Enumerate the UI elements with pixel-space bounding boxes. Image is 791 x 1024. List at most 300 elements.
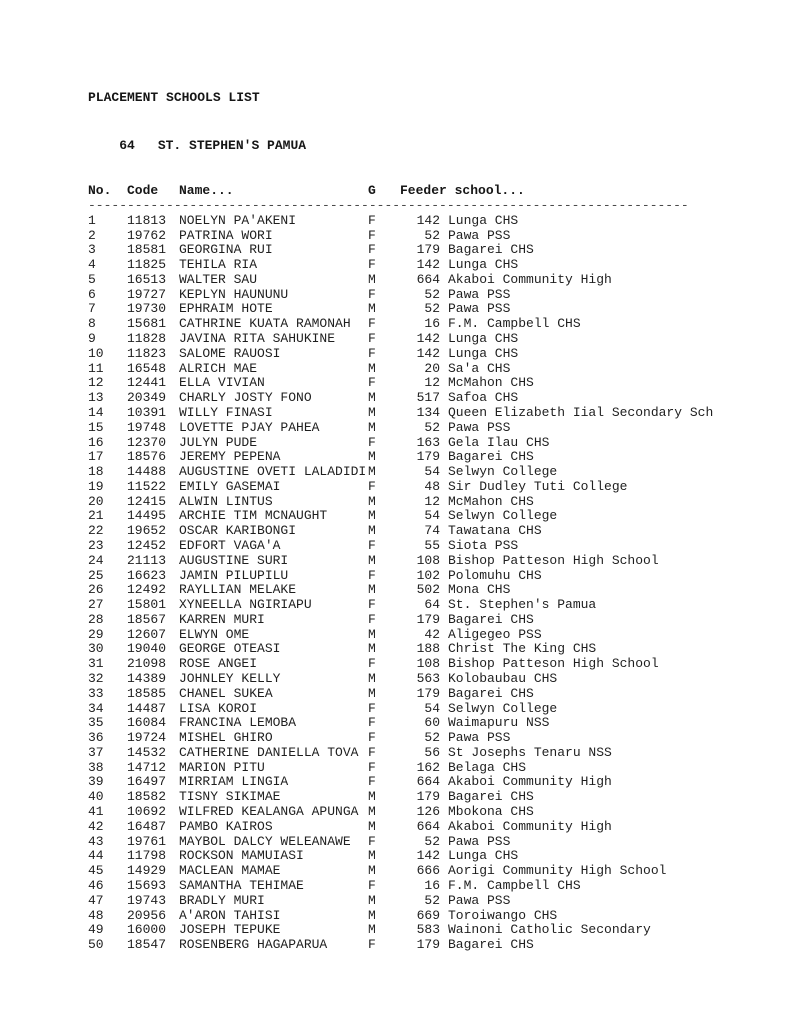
student-code: 12370	[127, 434, 167, 450]
feeder-school-code: 12	[424, 375, 440, 391]
feeder-school-name: Belaga CHS	[448, 759, 527, 775]
student-name: PAMBO KAIROS	[179, 818, 273, 834]
student-no: 35	[88, 715, 104, 731]
feeder-school-name: Sa'a CHS	[448, 360, 511, 376]
student-no: 25	[88, 567, 104, 583]
feeder-school-code: 16	[424, 877, 440, 893]
feeder-school-code: 583	[416, 922, 440, 938]
student-name: BRADLY MURI	[179, 892, 265, 908]
student-code: 11825	[127, 257, 167, 273]
student-no: 18	[88, 464, 104, 480]
student-gender: M	[368, 493, 376, 509]
student-name: EDFORT VAGA'A	[179, 537, 281, 553]
feeder-school-code: 563	[416, 671, 440, 686]
student-gender: F	[368, 715, 376, 731]
student-gender: M	[368, 301, 376, 317]
student-name: GEORGINA RUI	[179, 242, 273, 258]
feeder-school-name: Bagarei CHS	[448, 449, 534, 465]
feeder-school-code: 162	[416, 759, 440, 775]
student-code: 11798	[127, 848, 167, 864]
feeder-school-code: 134	[416, 404, 440, 420]
student-name: LISA KOROI	[179, 700, 258, 716]
feeder-school-name: Pawa PSS	[448, 227, 511, 243]
feeder-school-code: 12	[424, 493, 440, 509]
feeder-school-code: 664	[416, 271, 440, 287]
student-no: 49	[88, 922, 104, 938]
student-gender: F	[368, 744, 376, 760]
student-no: 48	[88, 907, 104, 923]
student-gender: M	[368, 892, 376, 908]
student-code: 19762	[127, 227, 167, 243]
student-name: MIRRIAM LINGIA	[179, 774, 289, 790]
table-row	[88, 509, 781, 524]
student-gender: F	[368, 759, 376, 775]
student-code: 11813	[127, 212, 167, 228]
feeder-school-name: Pawa PSS	[448, 833, 511, 849]
student-no: 39	[88, 774, 104, 790]
feeder-school-code: 56	[424, 744, 440, 760]
column-header-code: Code	[127, 183, 159, 199]
student-code: 16487	[127, 818, 167, 834]
feeder-school-name: Gela Ilau CHS	[448, 434, 550, 450]
feeder-school-code: 55	[424, 537, 440, 553]
feeder-school-name: St Josephs Tenaru NSS	[448, 744, 612, 760]
student-code: 15681	[127, 316, 167, 332]
feeder-school-name: Bagarei CHS	[448, 937, 534, 953]
feeder-school-code: 52	[424, 227, 440, 243]
feeder-school-code: 102	[416, 567, 440, 583]
feeder-school-code: 52	[424, 833, 440, 849]
student-code: 18547	[127, 937, 167, 953]
student-name: JAVINA RITA SAHUKINE	[179, 331, 336, 347]
feeder-school-name: St. Stephen's Pamua	[448, 597, 597, 613]
feeder-school-code: 54	[424, 464, 440, 480]
feeder-school-code: 179	[416, 242, 440, 258]
feeder-school-name: F.M. Campbell CHS	[448, 316, 581, 332]
student-no: 19	[88, 478, 104, 494]
feeder-school-name: Pawa PSS	[448, 301, 511, 317]
feeder-school-name: McMahon CHS	[448, 375, 534, 391]
student-gender: F	[368, 227, 376, 243]
student-gender: F	[368, 316, 376, 332]
feeder-school-code: 142	[416, 848, 440, 864]
feeder-school-name: Bagarei CHS	[448, 611, 534, 627]
student-no: 38	[88, 759, 104, 775]
student-name: EMILY GASEMAI	[179, 478, 281, 494]
feeder-school-name: Pawa PSS	[448, 419, 511, 435]
feeder-school-name: Pawa PSS	[448, 892, 511, 908]
student-code: 12441	[127, 375, 167, 391]
student-gender: M	[368, 641, 376, 657]
student-name: KARREN MURI	[179, 611, 265, 627]
student-code: 16000	[127, 922, 167, 938]
student-gender: F	[368, 257, 376, 273]
student-no: 11	[88, 360, 104, 376]
student-code: 12415	[127, 493, 167, 509]
feeder-school-name: Selwyn College	[448, 464, 558, 480]
table-row	[88, 864, 781, 879]
table-row	[88, 790, 781, 805]
student-gender: M	[368, 582, 376, 598]
student-code: 21113	[127, 552, 167, 568]
student-code: 16623	[127, 567, 167, 583]
table-row	[88, 849, 781, 864]
student-no: 50	[88, 937, 104, 953]
feeder-school-name: Siota PSS	[448, 537, 519, 553]
feeder-school-name: Safoa CHS	[448, 390, 519, 406]
feeder-school-code: 108	[416, 656, 440, 672]
student-name: PATRINA WORI	[179, 227, 273, 243]
feeder-school-code: 669	[416, 907, 440, 923]
feeder-school-name: Akaboi Community High	[448, 774, 612, 790]
student-no: 29	[88, 626, 104, 642]
feeder-school-name: Mbokona CHS	[448, 804, 534, 820]
table-row	[88, 436, 781, 451]
student-code: 19761	[127, 833, 167, 849]
student-code: 11522	[127, 478, 167, 494]
student-no: 27	[88, 597, 104, 613]
student-no: 37	[88, 744, 104, 760]
school-number: 64	[119, 137, 135, 153]
student-name: ELWYN OME	[179, 626, 250, 642]
table-row	[88, 332, 781, 347]
feeder-school-code: 108	[416, 552, 440, 568]
student-code: 14488	[127, 464, 167, 480]
table-row	[88, 391, 781, 406]
student-name: ALRICH MAE	[179, 360, 258, 376]
school-heading	[88, 124, 781, 168]
student-gender: M	[368, 863, 376, 879]
student-code: 14495	[127, 508, 167, 524]
student-name: CHANEL SUKEA	[179, 685, 273, 701]
student-code: 14712	[127, 759, 167, 775]
student-gender: M	[368, 523, 376, 539]
feeder-school-name: Lunga CHS	[448, 212, 519, 228]
student-code: 19743	[127, 892, 167, 908]
student-no: 33	[88, 685, 104, 701]
feeder-school-code: 179	[416, 937, 440, 953]
student-name: CHARLY JOSTY FONO	[179, 390, 312, 406]
student-code: 19730	[127, 301, 167, 317]
feeder-school-code: 666	[416, 863, 440, 879]
feeder-school-name: Mona CHS	[448, 582, 511, 598]
student-no: 41	[88, 804, 104, 820]
student-name: CATHRINE KUATA RAMONAH	[179, 316, 351, 332]
student-name: GEORGE OTEASI	[179, 641, 281, 657]
feeder-school-code: 54	[424, 508, 440, 524]
feeder-school-code: 16	[424, 316, 440, 332]
student-no: 3	[88, 242, 96, 258]
student-name: MAYBOL DALCY WELEANAWE	[179, 833, 351, 849]
student-gender: F	[368, 331, 376, 347]
student-name: MACLEAN MAMAE	[179, 863, 281, 879]
student-no: 12	[88, 375, 104, 391]
student-gender: F	[368, 537, 376, 553]
student-name: MARION PITU	[179, 759, 265, 775]
student-gender: F	[368, 212, 376, 228]
feeder-school-code: 42	[424, 626, 440, 642]
student-name: OSCAR KARIBONGI	[179, 523, 297, 539]
feeder-school-name: Bishop Patteson High School	[448, 552, 659, 568]
student-code: 11828	[127, 331, 167, 347]
table-row	[88, 628, 781, 643]
table-row	[88, 362, 781, 377]
feeder-school-code: 54	[424, 700, 440, 716]
table-row	[88, 894, 781, 909]
student-name: JOSEPH TEPUKE	[179, 922, 281, 938]
student-name: EPHRAIM HOTE	[179, 301, 273, 317]
table-row	[88, 687, 781, 702]
student-no: 46	[88, 877, 104, 893]
student-no: 16	[88, 434, 104, 450]
table-row	[88, 554, 781, 569]
student-name: WILFRED KEALANGA APUNGA	[179, 804, 359, 820]
table-row	[88, 273, 781, 288]
student-name: SAMANTHA TEHIMAE	[179, 877, 304, 893]
table-row	[88, 761, 781, 776]
table-row	[88, 909, 781, 924]
student-no: 14	[88, 404, 104, 420]
student-gender: M	[368, 508, 376, 524]
feeder-school-code: 179	[416, 789, 440, 805]
student-name: WALTER SAU	[179, 271, 258, 287]
student-gender: M	[368, 804, 376, 820]
student-gender: F	[368, 567, 376, 583]
feeder-school-name: Bagarei CHS	[448, 789, 534, 805]
student-name: JOHNLEY KELLY	[179, 671, 281, 686]
feeder-school-code: 52	[424, 892, 440, 908]
feeder-school-code: 48	[424, 478, 440, 494]
table-row	[88, 288, 781, 303]
student-gender: M	[368, 626, 376, 642]
table-row	[88, 702, 781, 717]
student-code: 16513	[127, 271, 167, 287]
student-name: ELLA VIVIAN	[179, 375, 265, 391]
student-code: 15801	[127, 597, 167, 613]
student-code: 18567	[127, 611, 167, 627]
student-code: 19040	[127, 641, 167, 657]
student-code: 18581	[127, 242, 167, 258]
feeder-school-code: 52	[424, 286, 440, 302]
student-no: 17	[88, 449, 104, 465]
student-no: 5	[88, 271, 96, 287]
student-name: XYNEELLA NGIRIAPU	[179, 597, 312, 613]
student-code: 19724	[127, 730, 167, 746]
student-name: A'ARON TAHISI	[179, 907, 281, 923]
student-gender: F	[368, 434, 376, 450]
feeder-school-code: 664	[416, 774, 440, 790]
feeder-school-code: 64	[424, 597, 440, 613]
student-no: 31	[88, 656, 104, 672]
student-gender: M	[368, 685, 376, 701]
student-name: ROSENBERG HAGAPARUA	[179, 937, 328, 953]
table-row	[88, 642, 781, 657]
student-no: 10	[88, 345, 104, 361]
feeder-school-name: Selwyn College	[448, 700, 558, 716]
student-no: 36	[88, 730, 104, 746]
student-gender: M	[368, 671, 376, 686]
feeder-school-name: Sir Dudley Tuti College	[448, 478, 628, 494]
student-code: 12452	[127, 537, 167, 553]
student-no: 22	[88, 523, 104, 539]
feeder-school-code: 52	[424, 301, 440, 317]
student-gender: M	[368, 848, 376, 864]
student-name: JEREMY PEPENA	[179, 449, 281, 465]
table-row	[88, 243, 781, 258]
student-name: TEHILA RIA	[179, 257, 258, 273]
feeder-school-name: Lunga CHS	[448, 331, 519, 347]
header-separator-line: -----------------------------------------------------------------------------	[88, 198, 689, 213]
feeder-school-code: 142	[416, 257, 440, 273]
student-code: 19748	[127, 419, 167, 435]
student-no: 20	[88, 493, 104, 509]
table-row	[88, 923, 781, 938]
student-no: 47	[88, 892, 104, 908]
student-no: 15	[88, 419, 104, 435]
feeder-school-name: Polomuhu CHS	[448, 567, 542, 583]
student-name: MISHEL GHIRO	[179, 730, 273, 746]
student-no: 34	[88, 700, 104, 716]
feeder-school-name: Aligegeo PSS	[448, 626, 542, 642]
student-name: ROCKSON MAMUIASI	[179, 848, 304, 864]
student-no: 13	[88, 390, 104, 406]
student-name: ROSE ANGEI	[179, 656, 258, 672]
feeder-school-code: 179	[416, 611, 440, 627]
feeder-school-name: Waimapuru NSS	[448, 715, 550, 731]
student-gender: M	[368, 271, 376, 287]
student-code: 14929	[127, 863, 167, 879]
student-no: 26	[88, 582, 104, 598]
student-gender: F	[368, 937, 376, 953]
student-code: 14532	[127, 744, 167, 760]
feeder-school-name: Akaboi Community High	[448, 271, 612, 287]
student-code: 11823	[127, 345, 167, 361]
feeder-school-name: McMahon CHS	[448, 493, 534, 509]
feeder-school-code: 179	[416, 685, 440, 701]
student-name: ALWIN LINTUS	[179, 493, 273, 509]
table-row	[88, 775, 781, 790]
feeder-school-name: F.M. Campbell CHS	[448, 877, 581, 893]
table-row	[88, 258, 781, 273]
feeder-school-code: 517	[416, 390, 440, 406]
student-gender: F	[368, 345, 376, 361]
feeder-school-name: Bagarei CHS	[448, 242, 534, 258]
table-row	[88, 746, 781, 761]
placement-table-body	[88, 214, 781, 953]
student-name: KEPLYN HAUNUNU	[179, 286, 289, 302]
student-no: 40	[88, 789, 104, 805]
feeder-school-name: Aorigi Community High School	[448, 863, 667, 879]
table-header-row	[88, 184, 781, 199]
student-gender: F	[368, 375, 376, 391]
feeder-school-code: 179	[416, 449, 440, 465]
student-no: 30	[88, 641, 104, 657]
student-gender: M	[368, 449, 376, 465]
student-code: 15693	[127, 877, 167, 893]
table-row	[88, 569, 781, 584]
student-name: CATHERINE DANIELLA TOVA	[179, 744, 359, 760]
table-row	[88, 376, 781, 391]
table-row	[88, 450, 781, 465]
table-row	[88, 716, 781, 731]
student-gender: M	[368, 419, 376, 435]
school-name: ST. STEPHEN'S PAMUA	[157, 137, 307, 153]
student-gender: M	[368, 390, 376, 406]
student-gender: F	[368, 242, 376, 258]
student-gender: F	[368, 833, 376, 849]
table-row	[88, 938, 781, 953]
table-row	[88, 347, 781, 362]
student-name: WILLY FINASI	[179, 404, 273, 420]
column-header-gender: G	[368, 183, 376, 199]
table-row	[88, 731, 781, 746]
student-gender: M	[368, 464, 376, 480]
table-row	[88, 613, 781, 628]
student-no: 21	[88, 508, 104, 524]
student-no: 7	[88, 301, 96, 317]
student-no: 44	[88, 848, 104, 864]
table-row	[88, 672, 781, 687]
student-code: 10692	[127, 804, 167, 820]
feeder-school-code: 20	[424, 360, 440, 376]
student-name: TISNY SIKIMAE	[179, 789, 281, 805]
column-header-feeder-school: Feeder school...	[400, 183, 525, 199]
student-code: 18576	[127, 449, 167, 465]
table-row	[88, 302, 781, 317]
student-name: JAMIN PILUPILU	[179, 567, 289, 583]
student-gender: F	[368, 597, 376, 613]
feeder-school-name: Lunga CHS	[448, 848, 519, 864]
table-row	[88, 524, 781, 539]
table-row	[88, 820, 781, 835]
table-row	[88, 835, 781, 850]
column-header-no: No.	[88, 183, 112, 199]
student-gender: F	[368, 478, 376, 494]
student-gender: F	[368, 730, 376, 746]
student-name: AUGUSTINE SURI	[179, 552, 289, 568]
feeder-school-name: Lunga CHS	[448, 257, 519, 273]
table-row	[88, 421, 781, 436]
student-name: FRANCINA LEMOBA	[179, 715, 297, 731]
table-row	[88, 879, 781, 894]
feeder-school-code: 502	[416, 582, 440, 598]
student-code: 12607	[127, 626, 167, 642]
feeder-school-name: Kolobaubau CHS	[448, 671, 558, 686]
feeder-school-name: Selwyn College	[448, 508, 558, 524]
student-no: 9	[88, 331, 96, 347]
feeder-school-code: 60	[424, 715, 440, 731]
student-code: 19727	[127, 286, 167, 302]
student-name: SALOME RAUOSI	[179, 345, 281, 361]
student-gender: F	[368, 611, 376, 627]
student-gender: M	[368, 922, 376, 938]
student-no: 45	[88, 863, 104, 879]
student-no: 42	[88, 818, 104, 834]
student-no: 4	[88, 257, 96, 273]
student-code: 16084	[127, 715, 167, 731]
student-code: 16548	[127, 360, 167, 376]
student-no: 24	[88, 552, 104, 568]
student-code: 12492	[127, 582, 167, 598]
student-no: 8	[88, 316, 96, 332]
student-code: 14487	[127, 700, 167, 716]
student-gender: F	[368, 700, 376, 716]
student-gender: F	[368, 774, 376, 790]
student-code: 21098	[127, 656, 167, 672]
feeder-school-name: Wainoni Catholic Secondary	[448, 922, 651, 938]
feeder-school-name: Akaboi Community High	[448, 818, 612, 834]
student-no: 6	[88, 286, 96, 302]
